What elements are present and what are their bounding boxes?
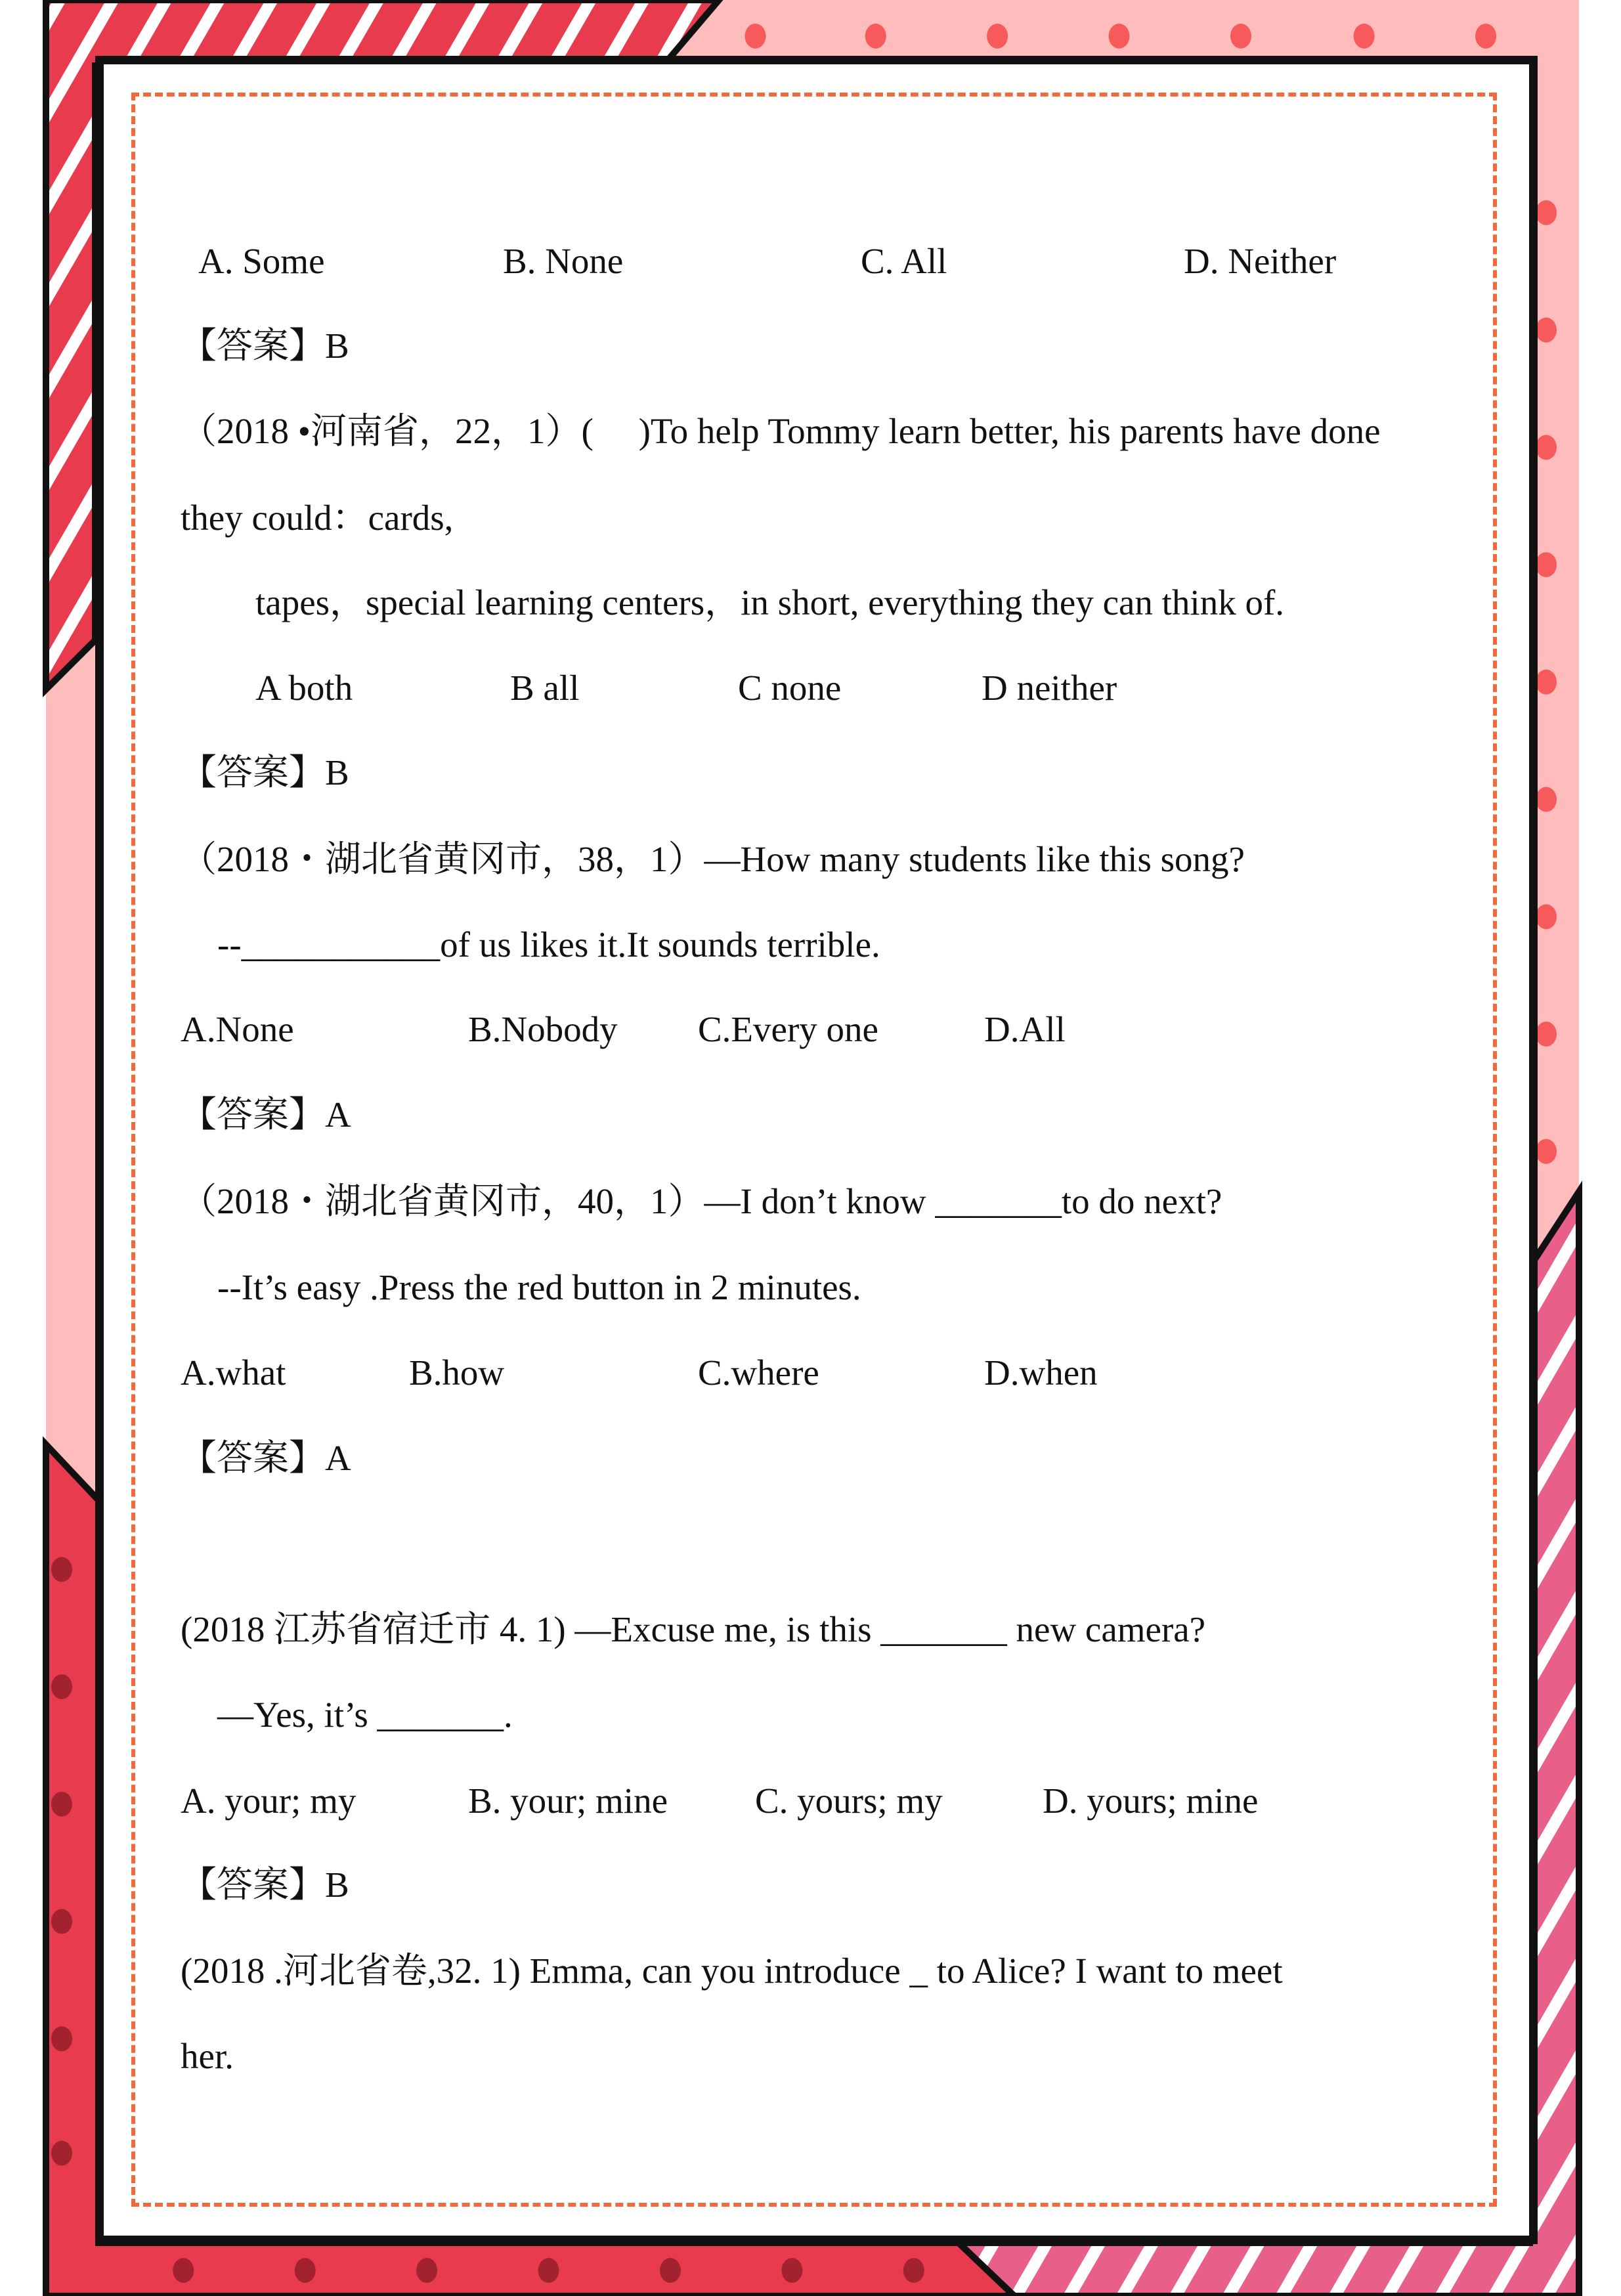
option: D. Neither (1184, 241, 1337, 281)
dot (1354, 24, 1375, 49)
question-text: （2018・湖北省黄冈市，40，1）—I don’t know _______to do next? (181, 1181, 1222, 1221)
option: D. yours; mine (1043, 1781, 1259, 1821)
dot (1536, 1139, 1557, 1164)
dot (51, 1792, 72, 1817)
dot (903, 2258, 924, 2283)
dot (538, 2258, 559, 2283)
answer: 【答案】B (181, 752, 349, 792)
dot (51, 1557, 72, 1582)
answer: 【答案】B (181, 326, 349, 366)
dot (1109, 24, 1130, 49)
dot (1475, 24, 1496, 49)
dot (173, 2258, 194, 2283)
dot (295, 2258, 316, 2283)
dot (1536, 318, 1557, 343)
question-text: （2018・湖北省黄冈市，38，1）—How many students like this song? (181, 839, 1245, 879)
dot (660, 2258, 681, 2283)
question-text: her. (181, 2036, 234, 2076)
option: D.when (984, 1353, 1098, 1393)
dot (745, 24, 766, 49)
option: C none (738, 668, 842, 708)
answer: 【答案】A (181, 1094, 351, 1135)
question-text: —Yes, it’s _______. (217, 1695, 513, 1735)
answer: 【答案】A (181, 1438, 351, 1478)
option: C. yours; my (755, 1781, 943, 1821)
dot (51, 1674, 72, 1699)
option: C.where (698, 1353, 819, 1393)
dot (51, 2141, 72, 2166)
dot (1536, 552, 1557, 577)
option: C. All (861, 241, 947, 281)
option: A. Some (198, 241, 325, 281)
option: C.Every one (698, 1009, 878, 1049)
option: B.how (409, 1353, 505, 1393)
option: A.None (181, 1009, 294, 1049)
option: B.Nobody (468, 1009, 618, 1049)
answer: 【答案】B (181, 1865, 349, 1905)
question-text: (2018 .河北省卷,32. 1) Emma, can you introduce _ to Alice? I want to meet (181, 1951, 1283, 1991)
dot (1536, 200, 1557, 225)
dot (987, 24, 1008, 49)
question-text: --___________of us likes it.It sounds terrible. (217, 924, 880, 964)
dot (51, 1909, 72, 1934)
option: B. your; mine (468, 1781, 668, 1821)
dot (1536, 435, 1557, 460)
dot (1536, 787, 1557, 812)
dot (865, 24, 886, 49)
dot (416, 2258, 437, 2283)
dot (1536, 670, 1557, 695)
option: D.All (984, 1009, 1066, 1049)
question-text: --It’s easy .Press the red button in 2 minutes. (217, 1267, 861, 1307)
dot (1230, 24, 1251, 49)
option: A. your; my (181, 1781, 357, 1821)
option: B all (510, 668, 580, 708)
option: D neither (982, 668, 1117, 708)
option: B. None (503, 241, 624, 281)
option: A.what (181, 1353, 286, 1393)
dot (781, 2258, 802, 2283)
option: A both (255, 668, 353, 708)
dot (1536, 904, 1557, 929)
question-text: （2018 •河南省，22，1）( )To help Tommy learn better, his parents have done (181, 411, 1381, 451)
dot (51, 2026, 72, 2051)
question-text: they could：cards, (181, 498, 454, 538)
dot (1536, 1022, 1557, 1047)
question-text: (2018 江苏省宿迁市 4. 1) —Excuse me, is this _______ new camera? (181, 1609, 1206, 1649)
question-text: tapes，special learning centers，in short, everything they can think of. (255, 582, 1285, 622)
